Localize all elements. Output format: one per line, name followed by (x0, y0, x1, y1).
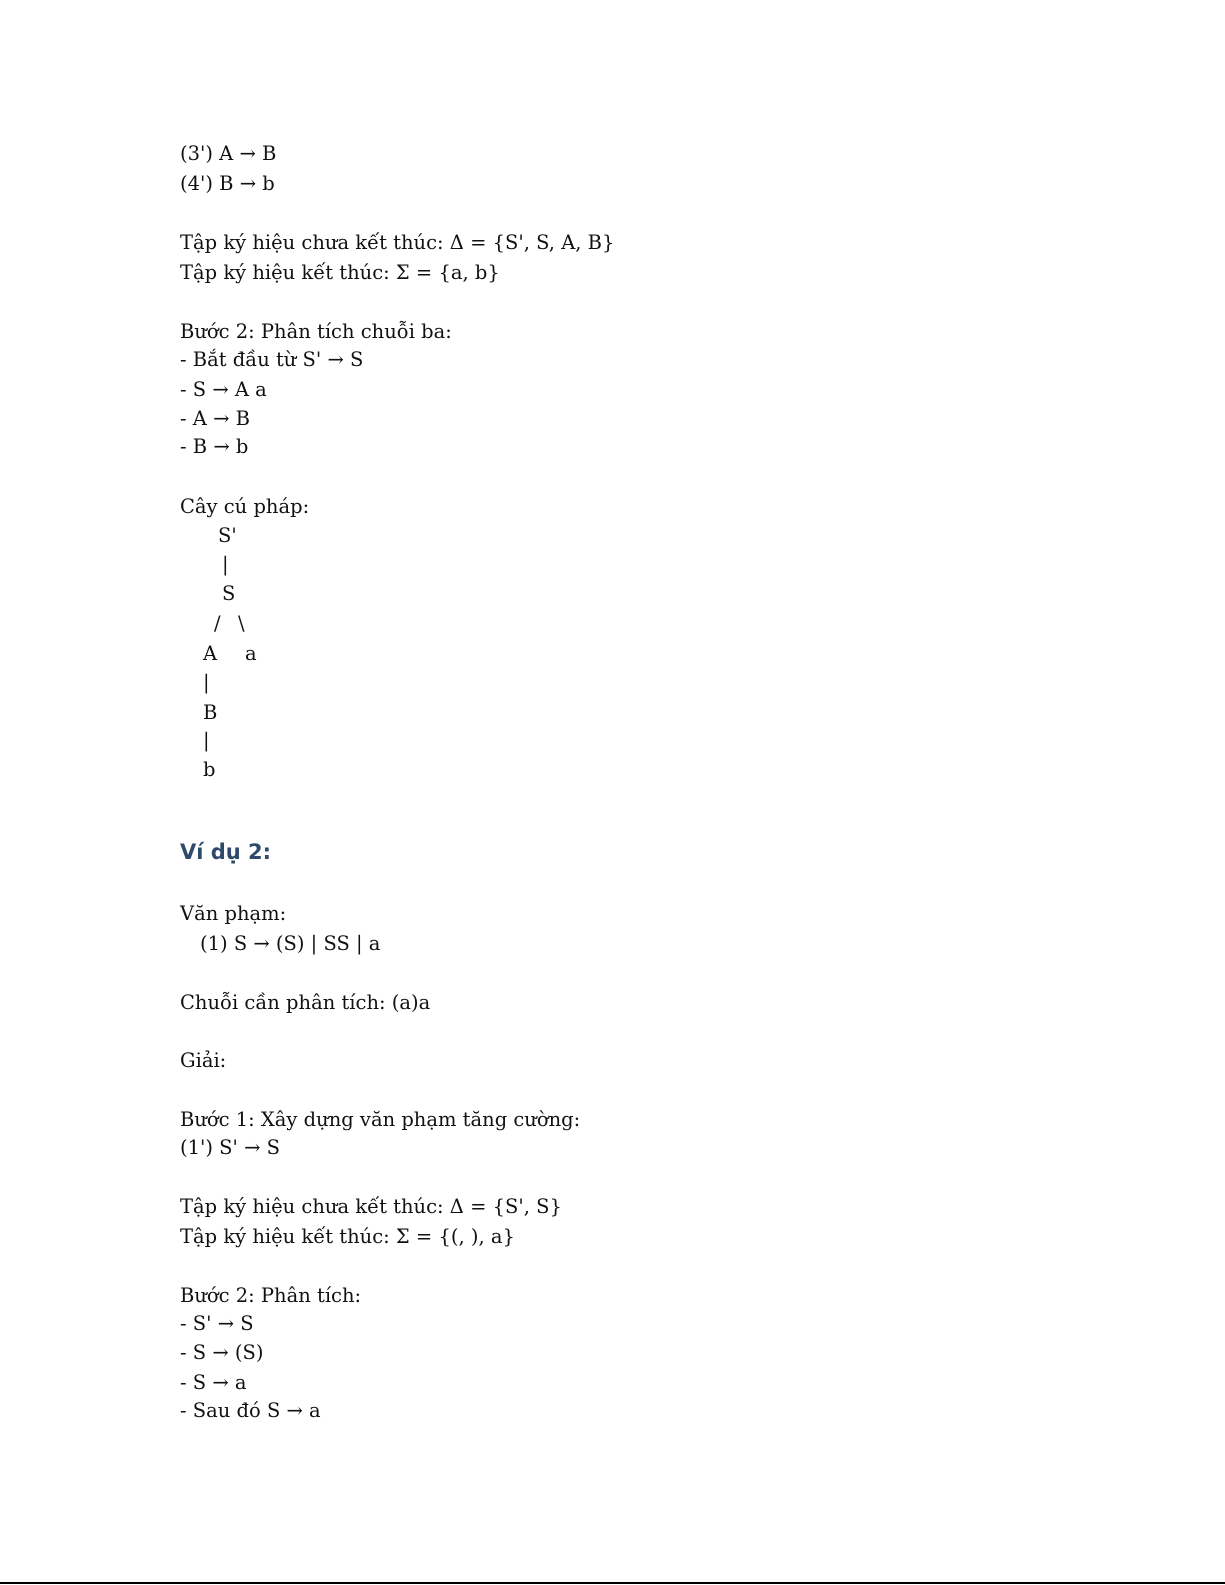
tree-node-s-prime: S' (218, 524, 237, 547)
nonterminal-set: Tập ký hiệu chưa kết thúc: Δ = {S', S, A, B} (180, 231, 615, 254)
page-bottom-border (0, 1582, 1225, 1584)
step2-item: - Bắt đầu từ S' → S (180, 348, 364, 371)
tree-node-a: A (203, 642, 218, 665)
step2-item: - S → A a (180, 378, 267, 401)
solution-label: Giải: (180, 1049, 227, 1072)
terminal-set: Tập ký hiệu kết thúc: Σ = {(, ), a} (180, 1225, 515, 1248)
terminal-set: Tập ký hiệu kết thúc: Σ = {a, b} (180, 261, 500, 284)
step2-title: Bước 2: Phân tích chuỗi ba: (180, 320, 452, 343)
tree-edge: | (222, 553, 229, 576)
tree-node-s: S (222, 582, 236, 605)
step2-item: - Sau đó S → a (180, 1399, 321, 1422)
step2-item: - S → a (180, 1371, 247, 1394)
tree-edge: | (203, 729, 210, 752)
step2-item: - S → (S) (180, 1341, 264, 1364)
grammar-rule: (1) S → (S) | SS | a (200, 932, 381, 955)
tree-edge: | (203, 671, 210, 694)
parse-tree-title: Cây cú pháp: (180, 495, 310, 518)
tree-leaf-a: a (245, 642, 257, 665)
example-2-heading: Ví dụ 2: (180, 840, 272, 864)
nonterminal-set: Tập ký hiệu chưa kết thúc: Δ = {S', S} (180, 1195, 562, 1218)
tree-edge-right: \ (238, 612, 245, 635)
tree-node-b: B (203, 701, 218, 724)
input-string: Chuỗi cần phân tích: (a)a (180, 991, 431, 1014)
step2-item: - B → b (180, 435, 249, 458)
tree-edge-left: / (214, 612, 221, 635)
augmented-rule: (1') S' → S (180, 1136, 280, 1159)
step2-title: Bước 2: Phân tích: (180, 1284, 362, 1307)
grammar-label: Văn phạm: (180, 902, 287, 925)
rule-3-prime: (3') A → B (180, 142, 277, 165)
step2-item: - A → B (180, 407, 250, 430)
tree-leaf-b: b (203, 758, 216, 781)
step1-title: Bước 1: Xây dựng văn phạm tăng cường: (180, 1108, 581, 1131)
step2-item: - S' → S (180, 1312, 254, 1335)
rule-4-prime: (4') B → b (180, 172, 275, 195)
